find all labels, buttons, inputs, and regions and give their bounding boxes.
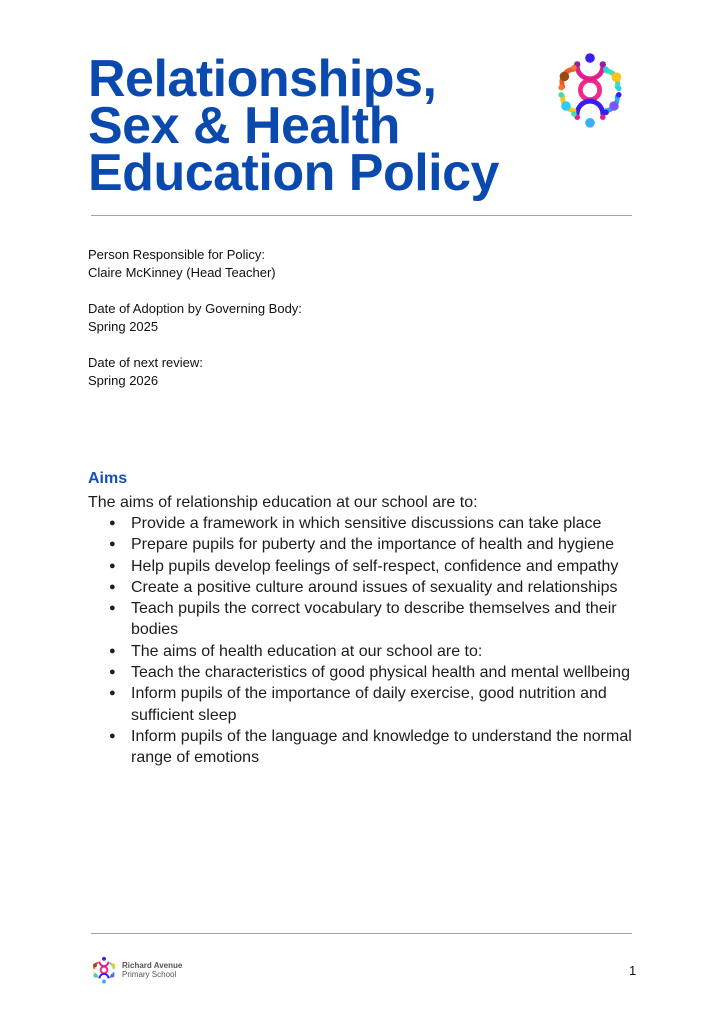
- list-item: ● Create a positive culture around issues of sexuality and relationships: [109, 577, 648, 598]
- footer-divider: [91, 933, 632, 934]
- list-item: ● Provide a framework in which sensitive discussions can take place: [109, 513, 648, 534]
- page-title: [88, 50, 499, 202]
- person-responsible-value: Claire McKinney (Head Teacher): [88, 265, 276, 280]
- list-item: ● Teach pupils the correct vocabulary to describe themselves and their bodies: [109, 598, 648, 641]
- aims-heading: Aims: [88, 470, 128, 487]
- school-name-line1: Richard Avenue: [122, 961, 183, 970]
- list-item: ● Prepare pupils for puberty and the importance of health and hygiene: [109, 534, 648, 555]
- list-item: ● Help pupils develop feelings of self-respect, confidence and empathy: [109, 556, 648, 577]
- list-item: ● Inform pupils of the language and knowledge to understand the normal range of emotions: [109, 726, 648, 769]
- footer-school-logo: [90, 956, 182, 984]
- title-line-3: Education Policy: [88, 144, 499, 202]
- title-line-1: Relationships,: [88, 50, 437, 108]
- school-logo-icon: [550, 50, 630, 130]
- page-number: 1: [629, 963, 637, 978]
- header-divider: [91, 215, 632, 216]
- adoption-date-value: Spring 2025: [88, 319, 159, 334]
- adoption-date-label: Date of Adoption by Governing Body:: [88, 301, 302, 316]
- review-date-label: Date of next review:: [88, 355, 203, 370]
- list-item: ● Teach the characteristics of good physical health and mental wellbeing: [109, 662, 648, 683]
- title-line-2: Sex & Health: [88, 97, 400, 155]
- review-date-value: Spring 2026: [88, 373, 159, 388]
- list-item: ● The aims of health education at our school are to:: [109, 641, 648, 662]
- aims-section: [88, 468, 648, 769]
- list-item: ● Inform pupils of the importance of daily exercise, good nutrition and sufficient sleep: [109, 683, 648, 726]
- school-logo-small-icon: [90, 956, 118, 984]
- person-responsible-label: Person Responsible for Policy:: [88, 247, 266, 262]
- aims-list: [88, 513, 648, 769]
- aims-intro: The aims of relationship education at our school are to:: [88, 494, 478, 511]
- policy-metadata: [88, 246, 302, 408]
- school-name-line2: Primary School: [122, 970, 177, 979]
